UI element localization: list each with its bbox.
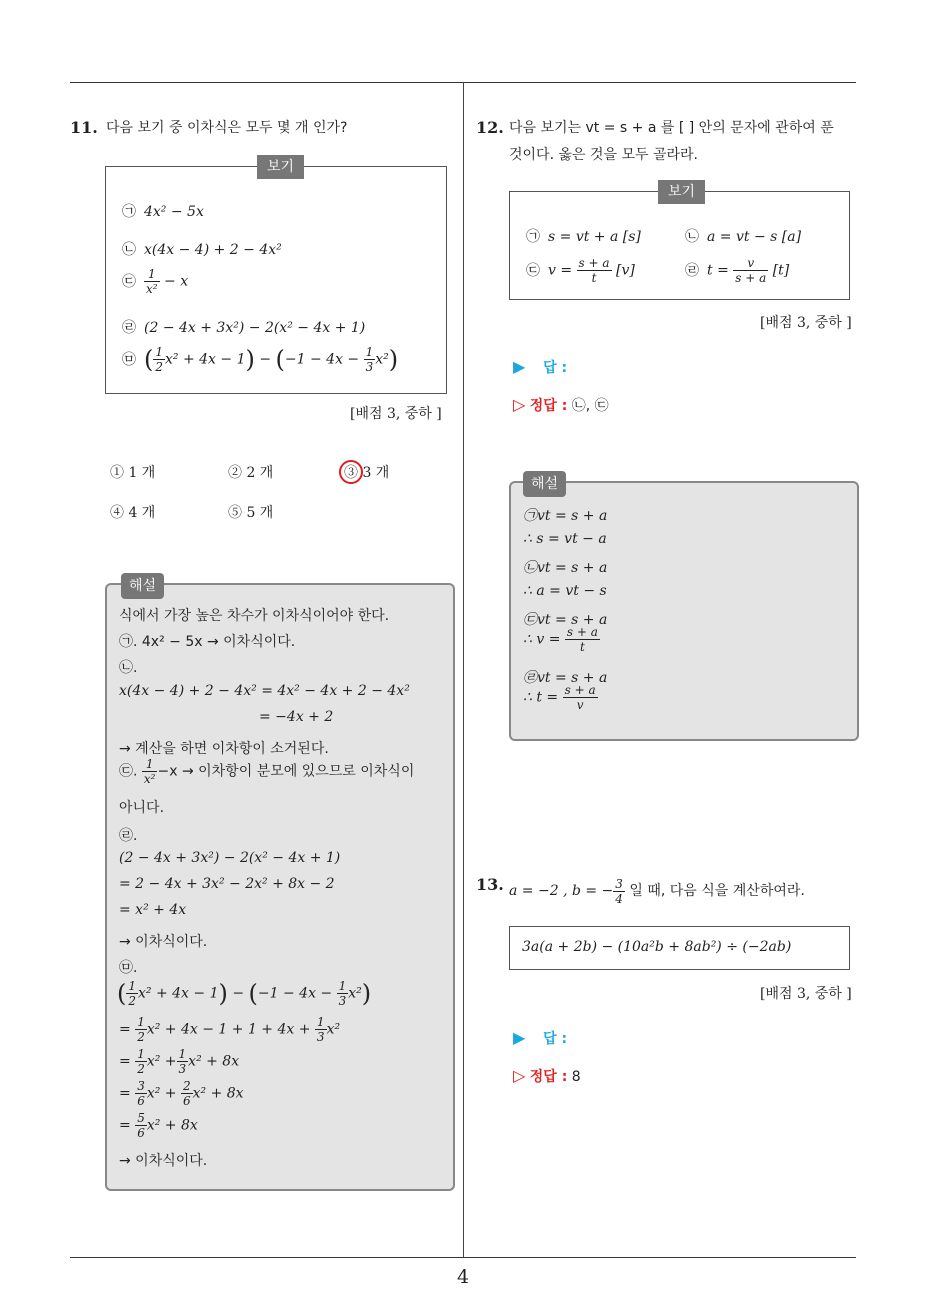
q11-sol-line-11: = 2 − 4x + 3x² − 2x² + 8x − 2 bbox=[119, 876, 335, 892]
q11-sol-line-19: = $\frac{5}{6}$ x² + 8x bbox=[119, 1111, 198, 1140]
q11-text: 다음 보기 중 이차식은 모두 몇 개 인가? bbox=[106, 120, 348, 136]
q12-sol-line-5: ㉢vt = s + a bbox=[523, 612, 608, 628]
q13-answer-row: ▶ 답 : bbox=[513, 1028, 568, 1047]
q11-item-3: ㉢ $\frac{1}{\text{x²}}$ − x bbox=[122, 267, 189, 296]
q13-score: [배점 3, 중하 ] bbox=[760, 986, 852, 1002]
q11-sol-line-14: ㉤. bbox=[119, 960, 138, 976]
q11-bogi-box bbox=[105, 159, 447, 394]
q11-sol-line-1: 식에서 가장 높은 차수가 이차식이어야 한다. bbox=[119, 608, 390, 624]
correct-triangle-icon: ▷ bbox=[513, 395, 526, 414]
q13-text: a = −2 , b = − $\frac{3}{4}$ 일 때, 다음 식을 계산하여라. bbox=[509, 876, 805, 906]
page-number: 4 bbox=[456, 1266, 470, 1288]
q13-correct-row: ▷ 정답 : 8 bbox=[513, 1066, 581, 1085]
q11-sol-line-6: → 계산을 하면 이차항이 소거된다. bbox=[119, 741, 329, 757]
q11-sol-line-17: = $\frac{1}{2}$ x² + $\frac{1}{3}$ x² + 8x bbox=[119, 1047, 240, 1076]
q11-item-5: ㉤ ( $\frac{1}{2}$ x² + 4x − 1) − (−1 − 4x − $\frac{1}{3}$ x²) bbox=[122, 345, 399, 374]
q12-solution-label: 해설 bbox=[523, 471, 566, 497]
q11-number: 11. bbox=[70, 118, 98, 137]
q11-sol-line-3: ㉡. bbox=[119, 660, 138, 676]
q12-item-1: ㉠ s = vt + a [s] bbox=[526, 229, 641, 245]
correct-triangle-icon: ▷ bbox=[513, 1066, 526, 1085]
q11-sol-line-2: ㉠. 4x² − 5x → 이차식이다. bbox=[119, 634, 296, 650]
q12-answer-row: ▶ 답 : bbox=[513, 357, 568, 376]
q11-bogi-label: 보기 bbox=[257, 155, 304, 179]
q11-choice-1[interactable]: ① 1 개 bbox=[110, 465, 156, 481]
q11-choice-4[interactable]: ④ 4 개 bbox=[110, 505, 156, 521]
q12-bogi-label: 보기 bbox=[658, 180, 705, 204]
q11-choice-2[interactable]: ② 2 개 bbox=[228, 465, 274, 481]
q12-number: 12. bbox=[476, 118, 504, 137]
q11-sol-line-5: = −4x + 2 bbox=[259, 709, 334, 725]
q12-sol-line-4: ∴ a = vt − s bbox=[523, 583, 607, 599]
q12-bogi-box bbox=[509, 184, 850, 300]
q11-sol-line-18: = $\frac{3}{6}$ x² + $\frac{2}{6}$ x² + 8x bbox=[119, 1079, 244, 1108]
q12-sol-line-3: ㉡vt = s + a bbox=[523, 560, 608, 576]
q11-item-1: ㉠ 4x² − 5x bbox=[122, 204, 204, 220]
q12-score: [배점 3, 중하 ] bbox=[760, 315, 852, 331]
q12-text-line-1: 다음 보기는 vt = s + a 를 [ ] 안의 문자에 관하여 푼 bbox=[509, 120, 834, 136]
q11-sol-line-10: (2 − 4x + 3x²) − 2(x² − 4x + 1) bbox=[119, 850, 341, 866]
q11-sol-line-4: x(4x − 4) + 2 − 4x² = 4x² − 4x + 2 − 4x² bbox=[119, 683, 410, 699]
q12-solution-box bbox=[509, 476, 859, 741]
q12-sol-line-7: ㉣vt = s + a bbox=[523, 670, 608, 686]
q11-choice-3[interactable]: ③ 3 개 bbox=[344, 465, 390, 481]
q11-solution-label: 해설 bbox=[121, 573, 164, 599]
column-divider bbox=[463, 82, 464, 1257]
q11-choice-5[interactable]: ⑤ 5 개 bbox=[228, 505, 274, 521]
q11-sol-line-15: ( $\frac{1}{2}$ x² + 4x − 1) − (−1 − 4x − $\frac{1}{3}$ x²) bbox=[117, 979, 372, 1008]
q13-expression-box bbox=[509, 926, 850, 970]
q12-sol-line-2: ∴ s = vt − a bbox=[523, 531, 607, 547]
q12-correct-row: ▷ 정답 : ㉡, ㉢ bbox=[513, 395, 609, 414]
q11-sol-line-9: ㉣. bbox=[119, 828, 138, 844]
q11-sol-line-13: → 이차식이다. bbox=[119, 934, 208, 950]
q12-text-line-2: 것이다. 옳은 것을 모두 골라라. bbox=[509, 147, 698, 163]
q11-item-4: ㉣ (2 − 4x + 3x²) − 2(x² − 4x + 1) bbox=[122, 320, 366, 336]
q11-sol-line-8: 아니다. bbox=[119, 800, 165, 816]
q11-sol-line-20: → 이차식이다. bbox=[119, 1153, 208, 1169]
bottom-rule bbox=[70, 1257, 856, 1258]
q12-sol-line-1: ㉠vt = s + a bbox=[523, 508, 608, 524]
q13-expression: 3a(a + 2b) − (10a²b + 8ab²) ÷ (−2ab) bbox=[522, 939, 792, 955]
answer-triangle-icon: ▶ bbox=[513, 357, 526, 376]
q11-sol-line-12: = x² + 4x bbox=[119, 902, 187, 918]
q11-solution-box bbox=[105, 578, 455, 1191]
q12-item-2: ㉡ a = vt − s [a] bbox=[685, 229, 802, 245]
selected-circle-icon bbox=[339, 460, 363, 484]
q11-sol-line-16: = $\frac{1}{2}$ x² + 4x − 1 + 1 + 4x + $\frac{1}{3}$ x² bbox=[119, 1015, 341, 1044]
answer-triangle-icon: ▶ bbox=[513, 1028, 526, 1047]
q11-score: [배점 3, 중하 ] bbox=[350, 406, 442, 422]
q11-item-2: ㉡ x(4x − 4) + 2 − 4x² bbox=[122, 242, 282, 258]
q12-item-3: ㉢ v = $\frac{s + a}{t}$ [v] bbox=[526, 256, 635, 285]
q12-sol-line-6: ∴ v = $\frac{s + a}{t}$ bbox=[523, 625, 598, 654]
q12-sol-line-8: ∴ t = $\frac{s + a}{v}$ bbox=[523, 683, 596, 712]
q11-sol-line-7: ㉢. $\frac{1}{\text{x²}}$ −x → 이차항이 분모에 있으므로 이차식이 bbox=[119, 757, 415, 786]
q13-number: 13. bbox=[476, 875, 504, 894]
q12-item-4: ㉣ t = $\frac{v}{s + a}$ [t] bbox=[685, 256, 790, 285]
